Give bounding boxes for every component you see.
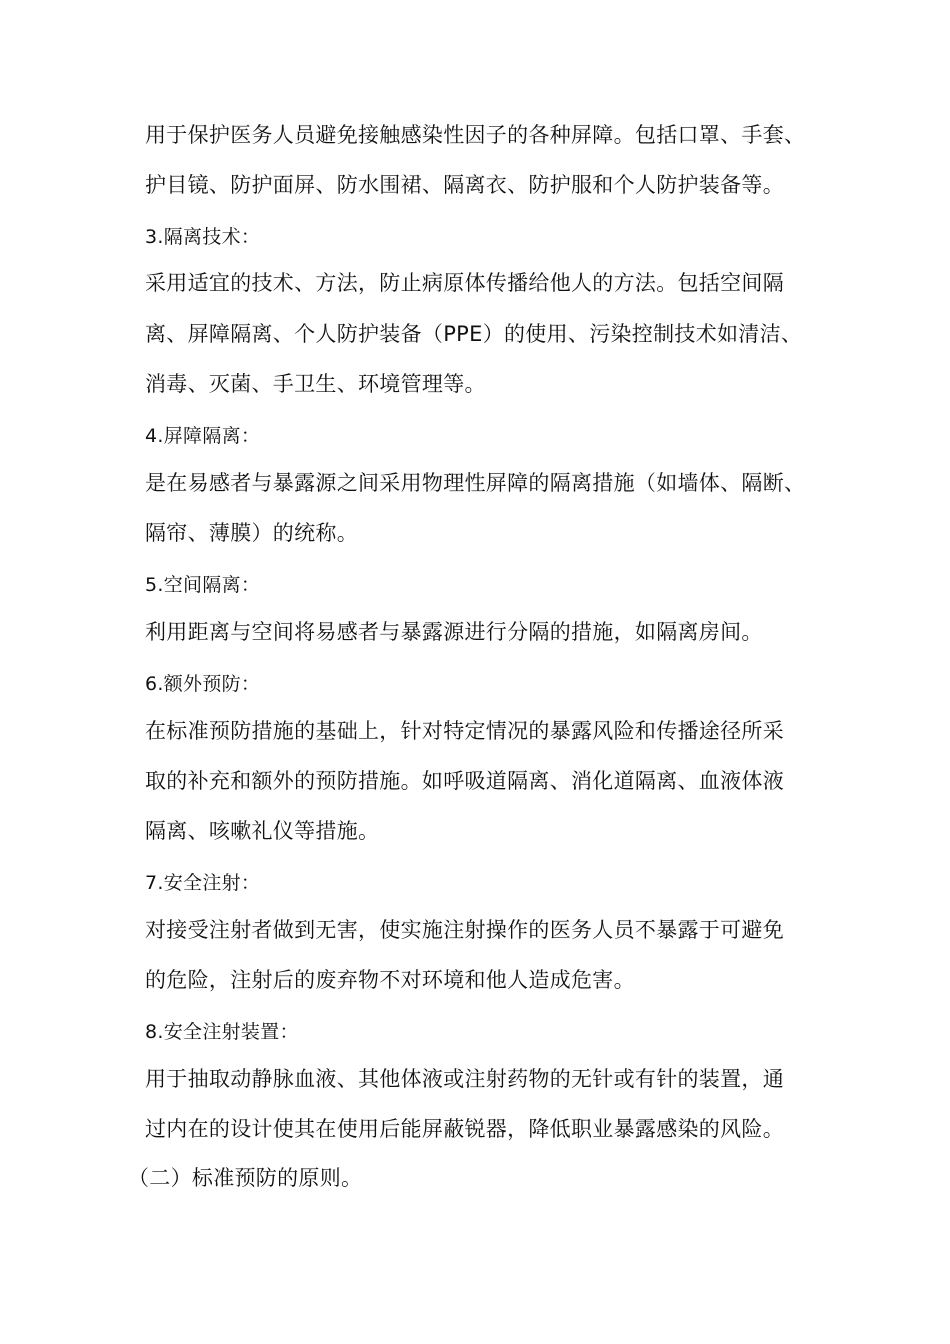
body-text-line: 的危险，注射后的废弃物不对环境和他人造成危害。 <box>145 968 635 992</box>
section-heading: 3.隔离技术： <box>145 226 261 248</box>
body-text-line: 隔帘、薄膜）的统称。 <box>145 521 358 545</box>
body-text-line: 对接受注射者做到无害，使实施注射操作的医务人员不暴露于可避免 <box>145 918 784 942</box>
section-heading: 7.安全注射： <box>145 872 261 894</box>
body-text-line: 消毒、灭菌、手卫生、环境管理等。 <box>145 372 486 396</box>
body-text-line: 取的补充和额外的预防措施。如呼吸道隔离、消化道隔离、血液体液 <box>145 769 784 793</box>
body-text-line: 隔离、咳嗽礼仪等措施。 <box>145 819 380 843</box>
body-text-line: 护目镜、防护面屏、防水围裙、隔离衣、防护服和个人防护装备等。 <box>145 173 784 197</box>
body-text-line: 利用距离与空间将易感者与暴露源进行分隔的措施，如隔离房间。 <box>145 620 763 644</box>
section-heading: 5.空间隔离： <box>145 574 261 596</box>
body-text-line: 过内在的设计使其在使用后能屏蔽锐器，降低职业暴露感染的风险。 <box>145 1117 784 1141</box>
section-heading: 8.安全注射装置： <box>145 1021 299 1043</box>
section-heading: 4.屏障隔离： <box>145 425 261 447</box>
body-text-line: 是在易感者与暴露源之间采用物理性屏障的隔离措施（如墙体、隔断、 <box>145 471 806 495</box>
body-text-line: 在标准预防措施的基础上，针对特定情况的暴露风险和传播途径所采 <box>145 719 784 743</box>
body-text-line: 采用适宜的技术、方法，防止病原体传播给他人的方法。包括空间隔 <box>145 271 784 295</box>
body-text-line: 用于抽取动静脉血液、其他体液或注射药物的无针或有针的装置，通 <box>145 1067 784 1091</box>
section-heading: 6.额外预防： <box>145 673 261 695</box>
subsection-heading: （二）标准预防的原则。 <box>128 1166 363 1190</box>
body-text-line: 离、屏障隔离、个人防护装备（PPE）的使用、污染控制技术如清洁、 <box>145 322 803 346</box>
body-text-line: 用于保护医务人员避免接触感染性因子的各种屏障。包括口罩、手套、 <box>145 123 806 147</box>
